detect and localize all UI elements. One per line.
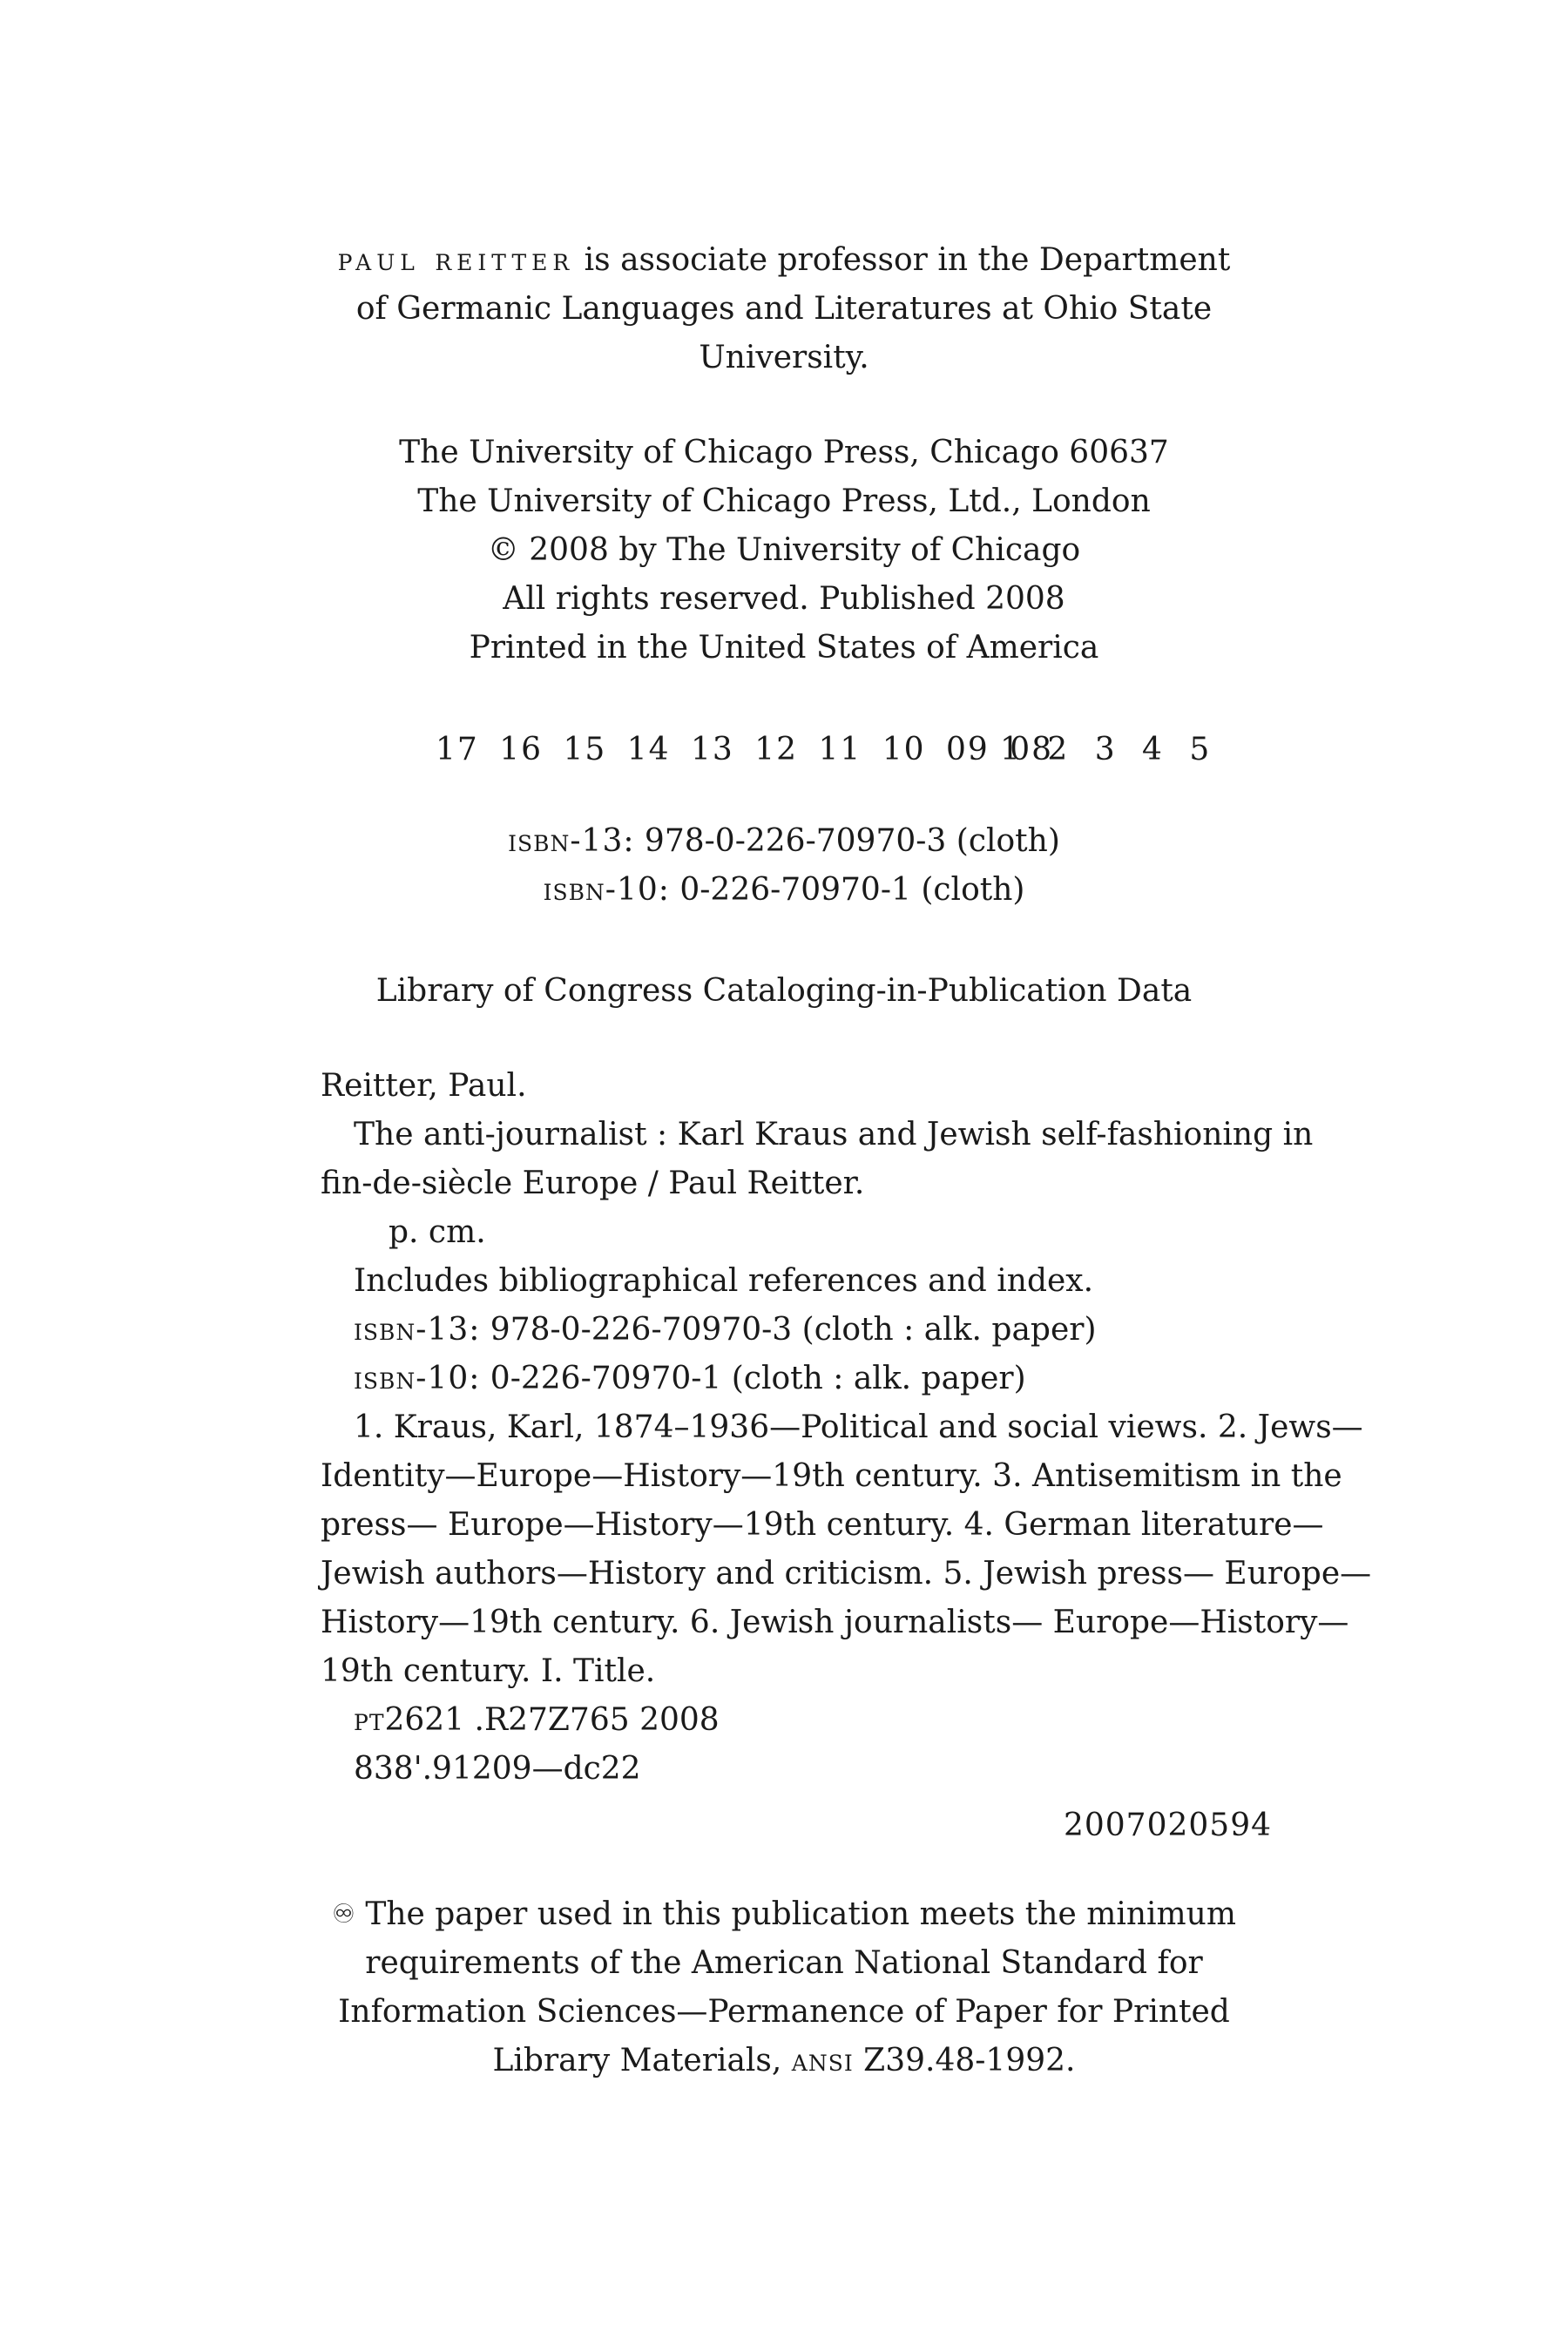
lccn: 2007020594	[1063, 1808, 1272, 1843]
publisher-line: The University of Chicago Press, Ltd., London	[417, 483, 1151, 519]
publisher-info	[0, 429, 1568, 672]
isbn-13-line: isbn-13: 978-0-226-70970-3 (cloth)	[508, 823, 1060, 859]
author-note-line-1: paul reitter is associate professor in the Department	[337, 242, 1231, 278]
printing-line	[0, 726, 1568, 774]
isbn-10-line: isbn-10: 0-226-70970-1 (cloth)	[543, 872, 1025, 908]
author-note-line-3: University.	[699, 340, 869, 375]
infinity-icon: ♾	[331, 1899, 355, 1930]
cip-dewey: 838'.91209—dc22	[354, 1751, 641, 1787]
cip-subject-line: 19th century. I. Title.	[321, 1653, 656, 1689]
cip-title-line: fin-de-siècle Europe / Paul Reitter.	[321, 1166, 865, 1201]
cip-subject-line: 1. Kraus, Karl, 1874–1936—Political and social views. 2. Jews—	[354, 1409, 1363, 1445]
author-note-line-2: of Germanic Languages and Literatures at Ohio State	[355, 291, 1213, 327]
cip-subject-line: press— Europe—History—19th century. 4. German literature—	[321, 1507, 1324, 1543]
cip-title-line: The anti-journalist : Karl Kraus and Jewish self-fashioning in	[354, 1117, 1314, 1152]
paper-note-line-1: ♾ The paper used in this publication meets the minimum	[0, 1890, 1568, 1939]
paper-note-line-3: Information Sciences—Permanence of Paper for Printed	[338, 1994, 1230, 2030]
paper-note-line-2: requirements of the American National Standard for	[365, 1945, 1203, 1981]
cip-subject-line: Jewish authors—History and criticism. 5. Jewish press— Europe—	[321, 1556, 1372, 1592]
publisher-line: The University of Chicago Press, Chicago 60637	[399, 435, 1169, 470]
cip-lc-class: pt2621 .R27Z765 2008	[354, 1702, 720, 1738]
printing-years: 17 16 15 14 13 12 11 10 09 08	[436, 732, 1054, 767]
rights-line: All rights reserved. Published 2008	[503, 581, 1065, 617]
cip-record	[321, 1062, 1372, 1794]
cip-heading: Library of Congress Cataloging-in-Publication Data	[375, 973, 1193, 1009]
cip-isbn-10: isbn-10: 0-226-70970-1 (cloth : alk. paper)	[354, 1361, 1026, 1396]
cip-author: Reitter, Paul.	[321, 1068, 527, 1104]
paper-note-line-4: Library Materials, ansi Z39.48-1992.	[492, 2043, 1076, 2078]
printed-in-line: Printed in the United States of America	[469, 630, 1099, 666]
cip-physical: p. cm.	[389, 1214, 486, 1250]
copyright-line: © 2008 by The University of Chicago	[487, 532, 1081, 568]
cip-isbn-13: isbn-13: 978-0-226-70970-3 (cloth : alk. paper)	[354, 1312, 1097, 1348]
author-note	[0, 236, 1568, 382]
paper-permanence-note	[0, 1890, 1568, 2085]
cip-notes: Includes bibliographical references and index.	[354, 1263, 1094, 1299]
isbn-block	[0, 817, 1568, 915]
author-name: paul reitter	[337, 242, 575, 278]
cip-subject-line: History—19th century. 6. Jewish journalists— Europe—History—	[321, 1605, 1349, 1640]
printing-impressions: 1 2 3 4 5	[1000, 732, 1219, 767]
cip-subject-line: Identity—Europe—History—19th century. 3. Antisemitism in the	[321, 1458, 1342, 1494]
